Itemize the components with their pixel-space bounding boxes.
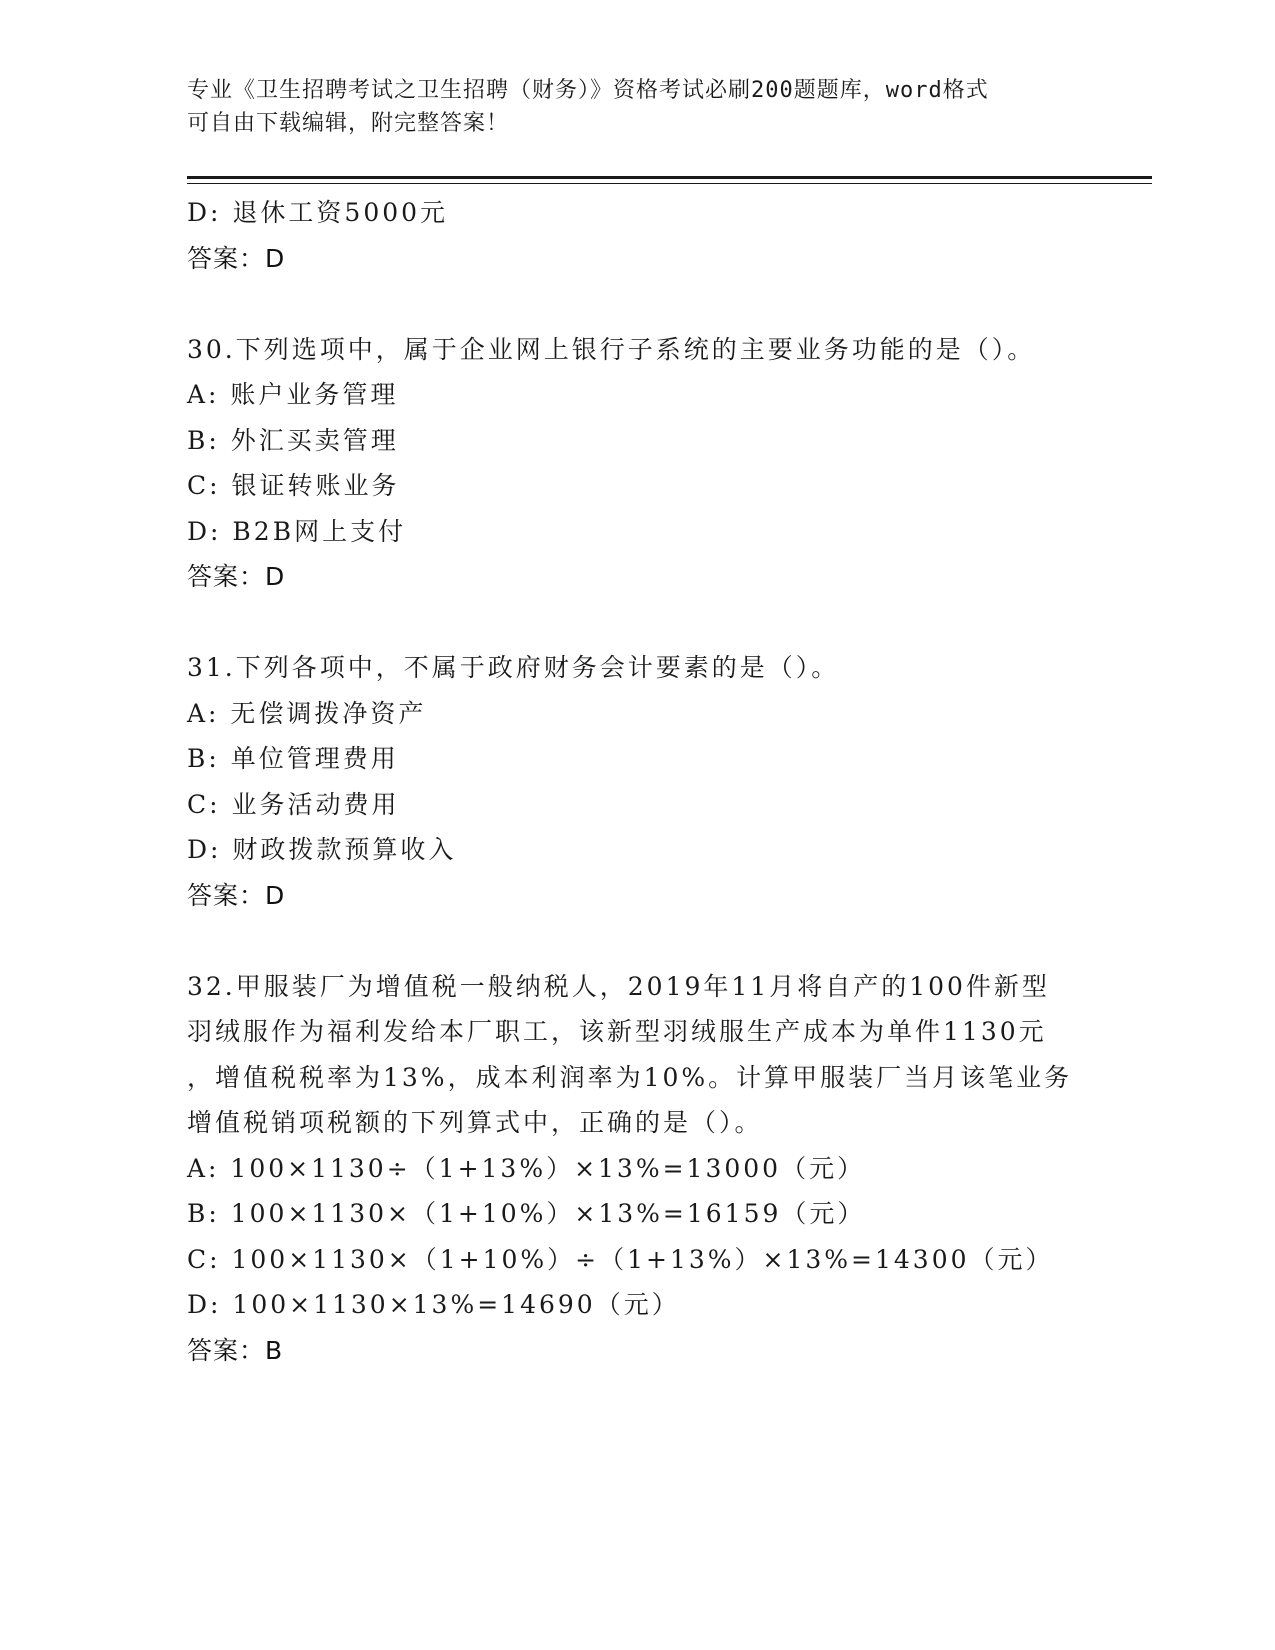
- question-stem-line-3: ，增值税税率为13%，成本利润率为10%。计算甲服装厂当月该笔业务: [187, 1062, 1073, 1092]
- option-a: A: 100×1130÷（1+13%）×13%=13000（元）: [187, 1153, 866, 1183]
- answer-line: 答案：B: [187, 1335, 284, 1365]
- header-divider-thick: [187, 176, 1152, 179]
- spacer: [187, 918, 1087, 964]
- question-stem-line-2: 羽绒服作为福利发给本厂职工，该新型羽绒服生产成本为单件1130元: [187, 1017, 1047, 1046]
- answer-line: 答案：D: [187, 880, 286, 910]
- option-d: D: 财政拨款预算收入: [187, 835, 457, 864]
- question-stem: 30.下列选项中，属于企业网上银行子系统的主要业务功能的是（）。: [187, 334, 1036, 364]
- spacer: [187, 600, 1087, 646]
- option-c: C: 100×1130×（1+10%）÷（1+13%）×13%=14300（元）: [187, 1244, 1054, 1274]
- option-d: D: 100×1130×13%=14690（元）: [187, 1290, 680, 1319]
- option-a: A: 账户业务管理: [187, 380, 399, 409]
- option-c: C: 银证转账业务: [187, 471, 400, 500]
- option-d: D: 退休工资5000元: [187, 198, 449, 227]
- question-32: [187, 964, 1087, 1374]
- question-31: [187, 645, 1087, 918]
- answer-line: 答案：D: [187, 243, 286, 273]
- header-title-line-1: 专业《卫生招聘考试之卫生招聘（财务）》资格考试必刷200题题库，word格式: [187, 78, 989, 103]
- option-d: D: B2B网上支付: [187, 516, 407, 546]
- option-b: B: 单位管理费用: [187, 744, 399, 773]
- option-a: A: 无偿调拨净资产: [187, 698, 427, 728]
- question-stem-line-4: 增值税销项税额的下列算式中，正确的是（）。: [187, 1108, 763, 1137]
- question-stem: 31.下列各项中，不属于政府财务会计要素的是（）。: [187, 653, 840, 682]
- question-stem-line-1: 32.甲服装厂为增值税一般纳税人，2019年11月将自产的100件新型: [187, 971, 1050, 1001]
- header-divider-thin: [187, 183, 1152, 184]
- document-header: [187, 74, 1067, 140]
- answer-line: 答案：D: [187, 562, 286, 591]
- previous-question-tail: [187, 190, 1087, 281]
- question-content: [187, 190, 1087, 1373]
- header-title-line-2: 可自由下载编辑，附完整答案！: [187, 111, 510, 136]
- question-30: [187, 327, 1087, 600]
- spacer: [187, 281, 1087, 327]
- option-b: B: 100×1130×（1+10%）×13%=16159（元）: [187, 1199, 866, 1228]
- option-b: B: 外汇买卖管理: [187, 425, 399, 455]
- option-c: C: 业务活动费用: [187, 789, 400, 819]
